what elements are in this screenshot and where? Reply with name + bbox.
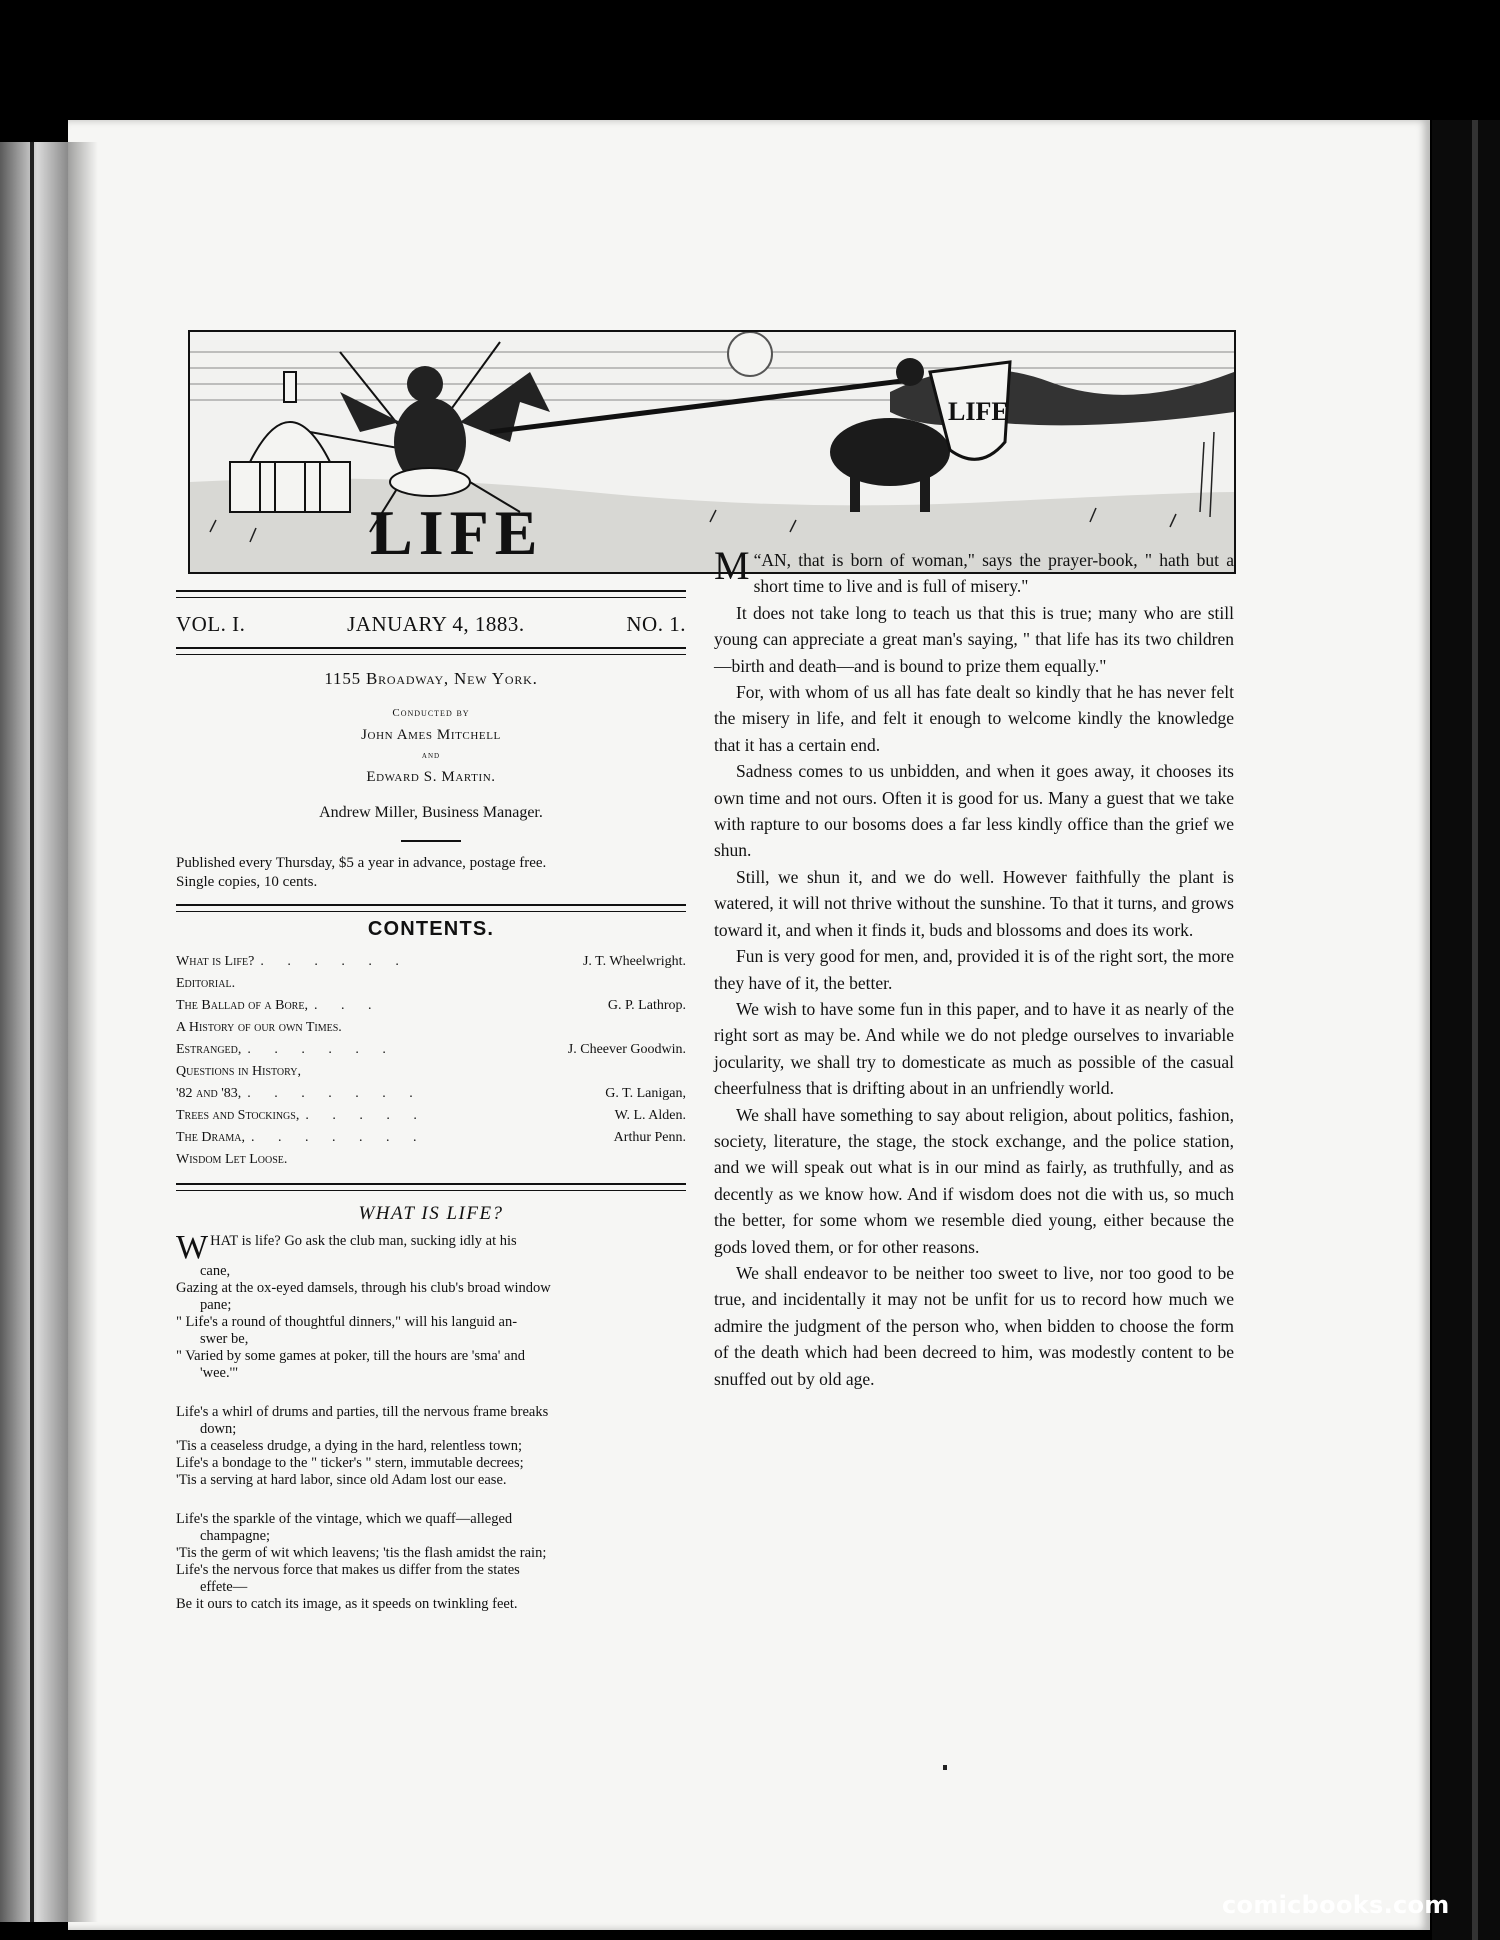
open-quote: “ [753,550,762,570]
contents-item-author: Arthur Penn. [613,1130,686,1145]
contents-item [176,1127,686,1149]
short-divider [401,840,461,842]
poem-line: Life's the sparkle of the vintage, which we quaff—alleged [176,1511,513,1527]
contents-leader: . . . . . . . [247,1086,423,1101]
contents-item-author: G. T. Lanigan, [605,1086,686,1101]
page-mark [943,1765,947,1770]
editorial-paragraph: We shall have something to say about religion, about politics, fashion, society, literature, the stage, the stock exchange, and the police station, and we will speak out what is in our mind as fairly, as truthfully, and as decently as we know how. And if wisdom does not die with us, so much the better, for some whom we resemble died young, either because the gods loved them, or for other reasons. [714,1104,1234,1257]
contents-leader [301,1061,686,1083]
contents-item-title: Questions in History, [176,1064,301,1079]
editorial-paragraph: We wish to have some fun in this paper, and to have it as nearly of the right sort as may be. And while we do not pledge ourselves to invariable jocularity, we shall try to domesticate as much as possible of the casual cheerfulness that is drifting about in an unfriendly world. [714,998,1234,1099]
contents-item [176,1017,686,1039]
volume-number: VOL. I. [176,612,246,636]
poem-line: cane, [200,1263,231,1279]
contents-item [176,1061,686,1083]
editorial-column [714,543,1234,1392]
poem-line: down; [200,1421,237,1437]
header-rule-bottom [176,647,686,655]
contents-item [176,973,686,995]
subscription-line: Published every Thursday, $5 a year in advance, postage free. [176,855,547,871]
poem-line: " Varied by some games at poker, till the hours are 'sma' and [176,1348,525,1364]
header-rule-top [176,590,686,598]
contents-item-title: Editorial. [176,976,236,991]
publisher-address: 1155 Broadway, New York. [324,669,538,688]
contents-leader: . . . . . . [260,954,409,969]
contents-item [176,995,686,1017]
editorial-paragraph: We shall endeavor to be neither too sweet to live, nor too good to be true, and incidentally it may not be unfit for us to record how much we admire the judgment of the person who, when bidden to choose the form of the death which had been decreed to him, was modestly content to be snuffed out by old age. [714,1262,1234,1389]
contents-item-author: J. T. Wheelwright. [582,954,686,969]
contents-item [176,1039,686,1061]
editorial-paragraph [714,543,1234,600]
masthead-illustration [188,330,1236,574]
spine-edge [30,142,34,1922]
poem-line: Life's a whirl of drums and parties, till the nervous frame breaks [176,1404,549,1420]
site-watermark: comicbooks.com [1222,1891,1450,1919]
poem-line: Life's a bondage to the " ticker's " stern, immutable decrees; [176,1455,524,1471]
editorial-paragraph: Still, we shun it, and we do well. However faithfully the plant is watered, it will not thrive without the sunshine. To that it turns, and grows toward it, and when it finds it, buds and blossoms and does its work. [714,866,1234,940]
issue-number: NO. 1. [626,612,686,636]
contents-item-title: '82 and '83, [176,1086,242,1101]
editor-name: Edward S. Martin. [366,769,496,785]
contents-item-title: The Drama, [176,1130,245,1145]
contents-item-author: J. Cheever Goodwin. [567,1042,686,1057]
contents-leader [235,973,686,995]
drop-cap: W [176,1229,209,1266]
contents-item [176,1105,686,1127]
right-border-strip [1432,120,1500,1940]
life-logo: LIFE [370,497,544,568]
contents-leader: . . . [313,998,382,1013]
contents-item-author: G. P. Lathrop. [607,998,686,1013]
editor-name: John Ames Mitchell [361,727,501,743]
poem-title: WHAT IS LIFE? [358,1203,504,1224]
issue-line [176,598,686,647]
poem-line: pane; [200,1297,232,1313]
subscription-info [176,854,686,892]
poem-line: 'Tis a ceaseless drudge, a dying in the hard, relentless town; [176,1438,522,1454]
drop-cap: M [714,543,750,588]
conducted-by-label: Conducted by [392,707,470,719]
poem-line: " Life's a round of thoughtful dinners," will his languid an- [176,1314,518,1330]
business-manager: Andrew Miller, Business Manager. [319,804,543,821]
editorial-opening: AN, that is born of woman," says the prayer-book, " hath but a short time to live and is full of misery." [753,550,1234,597]
contents-item-author: W. L. Alden. [614,1108,686,1123]
poem-rule [176,1183,686,1191]
poem-line: Life's the nervous force that makes us differ from the states [176,1562,520,1578]
contents-item [176,1083,686,1105]
contents-leader: . . . . . [305,1108,427,1123]
poem-line: 'wee.'" [200,1365,239,1381]
contents-list [176,951,686,1171]
book-spine [0,142,68,1922]
editorial-paragraph: For, with whom of us all has fate dealt so kindly that he has never felt the misery in life, and felt it enough to welcome kindly the knowledge that it has a certain end. [714,682,1234,755]
editorial-paragraph: Sadness comes to us unbidden, and when it goes away, it chooses its own time and not ours. Often it is good for us. Many a guest that we take with rapture to our bosoms does a far less kindly office than the grief we shun. [714,761,1234,861]
contents-item-title: Estranged, [176,1042,242,1057]
contents-item-title: Wisdom Let Loose. [176,1152,288,1167]
subscription-line: Single copies, 10 cents. [176,874,318,890]
poem-line: Be it ours to catch its image, as it speeds on twinkling feet. [176,1596,518,1612]
page-gutter-shadow [68,142,98,1922]
contents-item-title: What is Life? [176,954,255,969]
contents-leader [342,1017,686,1039]
poem-line: swer be, [200,1331,249,1347]
contents-item-title: A History of our own Times. [176,1020,342,1035]
left-column [176,590,686,1613]
contents-item-title: The Ballad of a Bore, [176,998,308,1013]
poem-body [176,1229,686,1613]
poem-line: effete— [200,1579,248,1595]
contents-leader [287,1149,686,1171]
poem-line: Gazing at the ox-eyed damsels, through his club's broad window [176,1280,551,1296]
poem-line: champagne; [200,1528,271,1544]
contents-item [176,1149,686,1171]
contents-heading: CONTENTS. [367,918,495,940]
issue-date: JANUARY 4, 1883. [347,612,525,636]
and-label: and [421,750,441,761]
editorial-paragraph: It does not take long to teach us that this is true; many who are still young can appreciate a great man's saying, " that life has its two children—birth and death—and is bound to prize them equally." [714,602,1234,676]
contents-rule [176,904,686,912]
editorial-paragraph: Fun is very good for men, and, provided it is of the right sort, the more they have of it, the better. [714,946,1234,993]
poem-line: WHAT is life? Go ask the club man, sucking idly at his [176,1229,517,1266]
shield-lettering: LIFE [948,397,1009,426]
contents-leader: . . . . . . [247,1042,396,1057]
poem-line: 'Tis the germ of wit which leavens; 'tis the flash amidst the rain; [176,1545,547,1561]
contents-leader: . . . . . . . [251,1130,427,1145]
poem-line: 'Tis a serving at hard labor, since old Adam lost our ease. [176,1472,507,1488]
contents-item [176,951,686,973]
contents-item-title: Trees and Stockings, [176,1108,300,1123]
